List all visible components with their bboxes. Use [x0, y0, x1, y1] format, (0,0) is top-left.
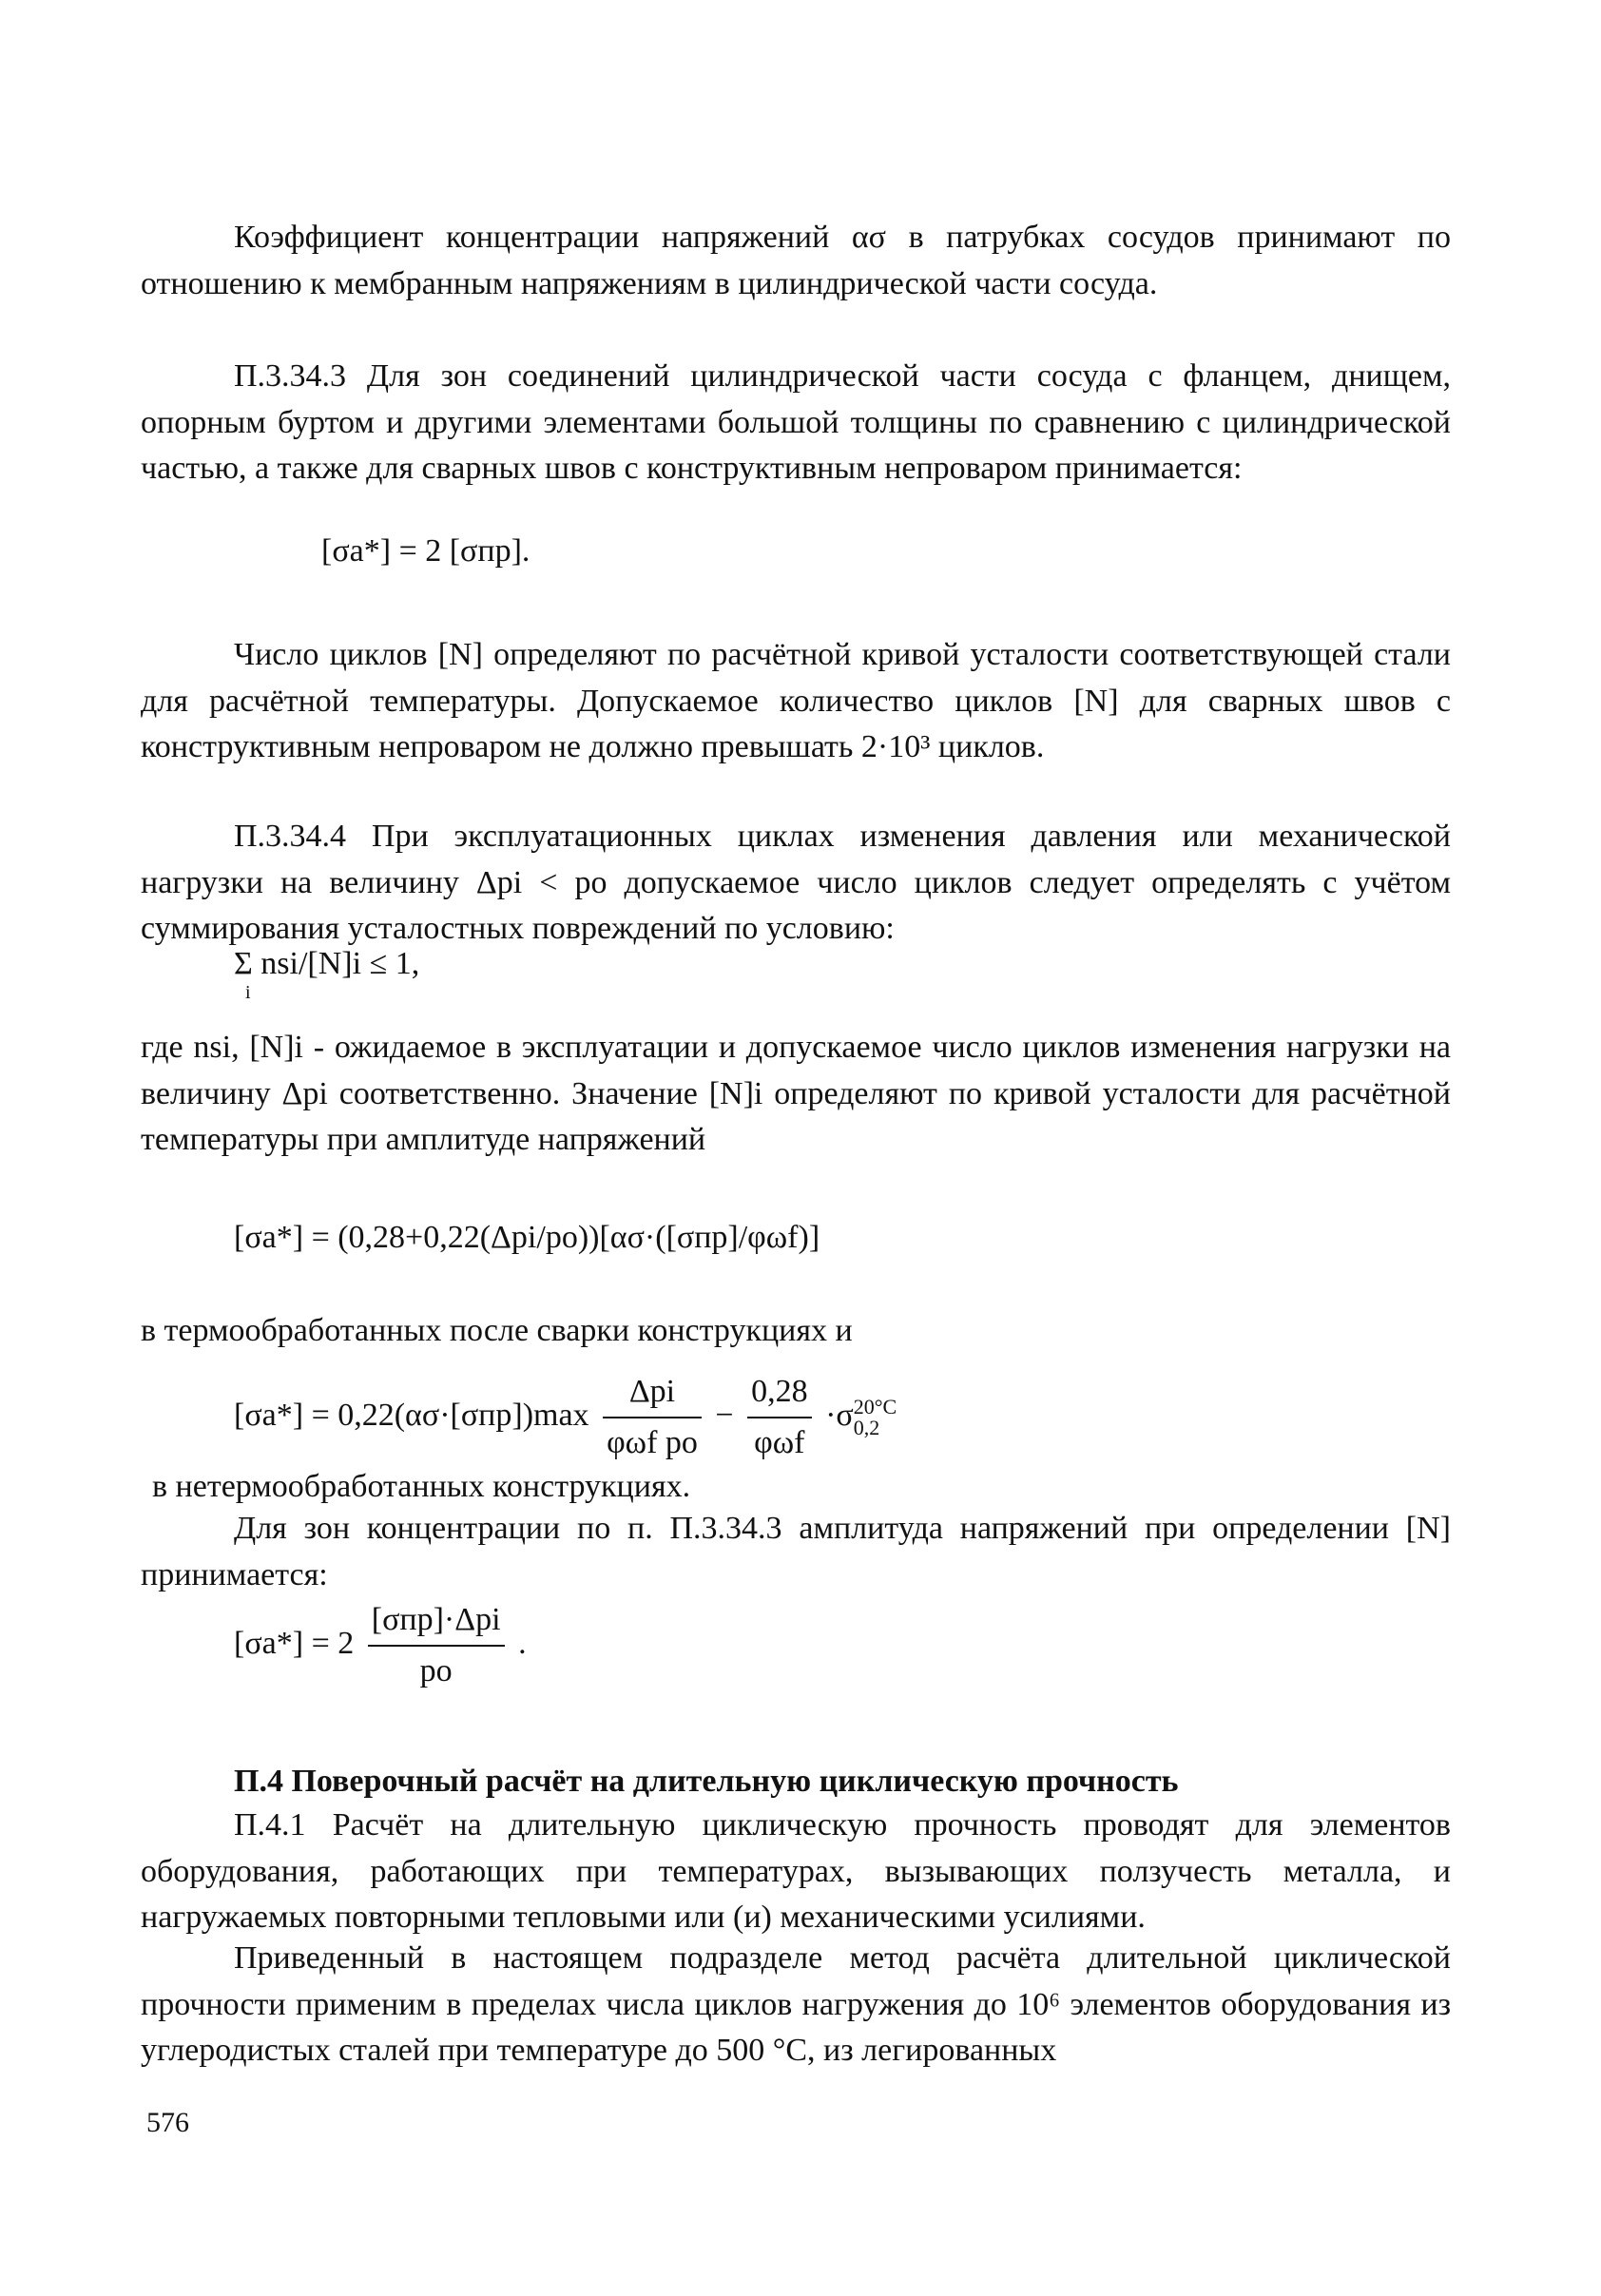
formula-amplitude-heat-treated [234, 1219, 820, 1257]
formula-fraction-2 [747, 1369, 812, 1466]
paragraph-3-34-4 [141, 814, 1451, 953]
paragraph-heat-treated [141, 1308, 1451, 1355]
paragraph-text: Приведенный в настоящем подразделе метод расчёта длительной циклической прочности применим в пределах числа циклов нагружения до 10⁶ элементов оборудования из углеродистых сталей при температуре до 500 °С, из легированных [141, 1940, 1451, 2068]
formula-fraction-1 [603, 1369, 702, 1466]
fraction-denominator: pо [419, 1653, 453, 1688]
paragraph-text: П.3.34.3 Для зон соединений цилиндрической части сосуда с фланцем, днищем, опорным буртом и другими элементами большой толщины по сравнению с цилиндрической частью, а также для сварных швов с конструктивным непроваром принимается: [141, 358, 1451, 486]
formula-text: . [518, 1625, 527, 1661]
paragraph-text: Число циклов [N] определяют по расчётной кривой усталости соответствующей стали для расчётной температуры. Допускаемое количество циклов [N] для сварных швов с конструктивным непроваром не должно превышать 2·10³ циклов. [141, 637, 1451, 764]
formula-fraction [368, 1597, 505, 1694]
formula-superscript: 20°C [853, 1395, 897, 1418]
formula-amplitude-concentration-zone [234, 1597, 527, 1694]
formula-minus: − [715, 1397, 734, 1433]
formula-text: Σ nsi/[N]i ≤ 1, [234, 946, 420, 981]
formula-text: [σa*] = 0,22(ασ·[σпр])max [234, 1397, 589, 1433]
formula-index: i [245, 982, 251, 1003]
paragraph-text: Для зон концентрации по п. П.3.34.3 амплитуда напряжений при определении [N] принимается: [141, 1511, 1451, 1592]
paragraph-number-of-cycles [141, 632, 1451, 771]
paragraph-text: П.4.1 Расчёт на длительную циклическую прочность проводят для элементов оборудования, работающих при температурах, вызывающих ползучесть металла, и нагружаемых повторными тепловыми или (и) механическими усилиями. [141, 1807, 1451, 1935]
paragraph-non-heat-treated [152, 1464, 1462, 1511]
fraction-numerator: [σпр]·Δpi [368, 1597, 505, 1647]
paragraph-text: где nsi, [N]i - ожидаемое в эксплуатации и допускаемое число циклов изменения нагрузки на величину Δpi соответственно. Значение [N]i определяют по кривой усталости для расчётной температуры при амплитуде напряжений [141, 1030, 1451, 1157]
paragraph-text: П.3.34.4 При эксплуатационных циклах изменения давления или механической нагрузки на величину Δpi < pо допускаемое число циклов следует определять с учётом суммирования усталостных повреждений по условию: [141, 819, 1451, 946]
paragraph-where-nsi [141, 1025, 1451, 1164]
formula-text: [σa*] = (0,28+0,22(Δpi/pо))[ασ·([σпр]/φωf)] [234, 1220, 820, 1255]
formula-sum-index [245, 983, 251, 1002]
paragraph-text: в нетермообработанных конструкциях. [152, 1469, 691, 1504]
fraction-denominator: φωf [754, 1425, 805, 1460]
paragraph-text: в термообработанных после сварки конструкциях и [141, 1313, 853, 1348]
section-heading [234, 1761, 1179, 1803]
formula-damage-summation [234, 945, 419, 983]
page-number-text: 576 [146, 2107, 189, 2138]
formula-amplitude-non-heat-treated [234, 1369, 897, 1466]
fraction-denominator: φωf pо [607, 1425, 698, 1460]
fraction-numerator: Δpi [603, 1369, 702, 1418]
formula-subscript: 0,2 [853, 1416, 880, 1439]
heading-text: П.4 Поверочный расчёт на длительную циклическую прочность [234, 1764, 1179, 1799]
formula-text: ·σ [825, 1397, 854, 1433]
paragraph-text: Коэффициент концентрации напряжений ασ в патрубках сосудов принимают по отношению к мембранным напряжениям в цилиндрической части сосуда. [141, 220, 1451, 301]
formula-sup-sub [854, 1397, 897, 1438]
formula-sigma-a-eq-2-sigma-pr [321, 532, 530, 570]
formula-text: [σa*] = 2 [234, 1625, 355, 1661]
paragraph-stress-concentration [141, 215, 1451, 307]
fraction-numerator: 0,28 [747, 1369, 812, 1418]
paragraph-zones-concentration [141, 1506, 1451, 1598]
paragraph-method-applicability [141, 1936, 1451, 2074]
paragraph-3-34-3 [141, 354, 1451, 492]
page-number [146, 2107, 189, 2139]
formula-text: [σa*] = 2 [σпр]. [321, 533, 530, 569]
paragraph-4-1 [141, 1803, 1451, 1941]
